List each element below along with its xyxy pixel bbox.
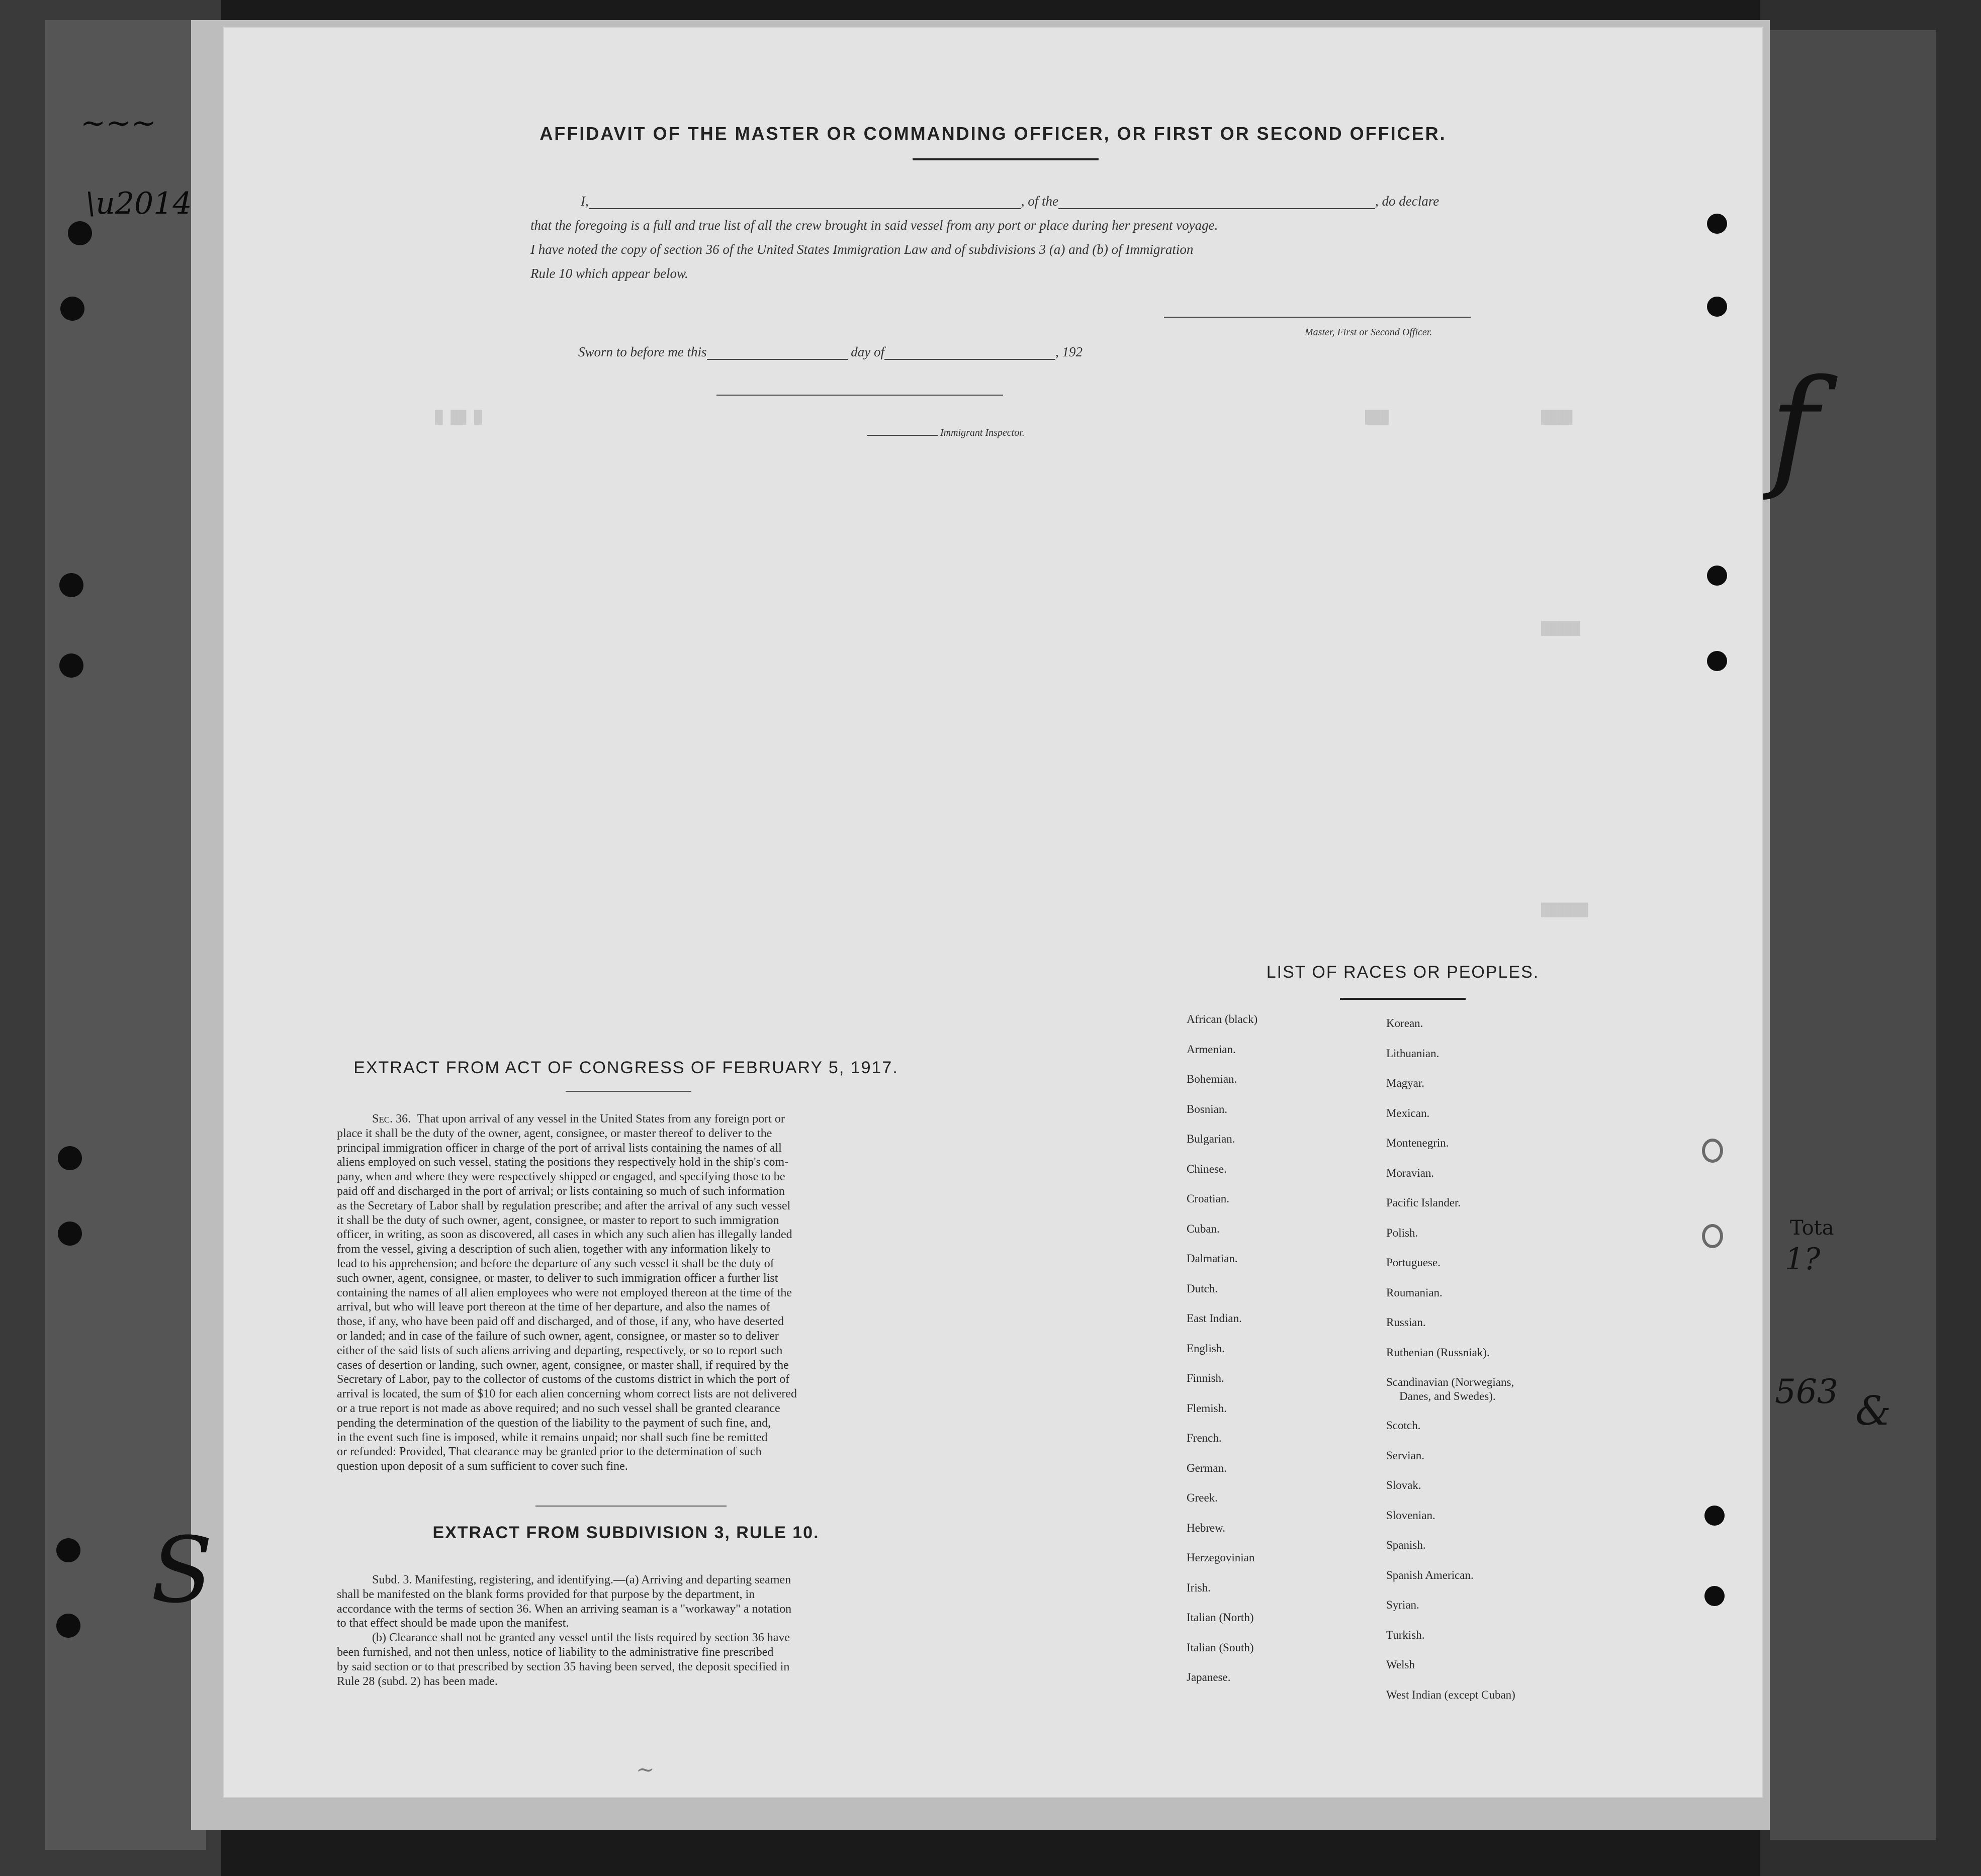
body-line bbox=[337, 1112, 925, 1127]
section-label: Sec. 36. bbox=[372, 1112, 411, 1125]
body-line: lead to his apprehension; and before the departure of any such vessel it shall be the duty of bbox=[337, 1257, 774, 1270]
name-blank-field[interactable] bbox=[589, 196, 1021, 209]
races-right-column bbox=[1386, 1017, 1515, 1718]
margin-note: 563 bbox=[1775, 1372, 1838, 1411]
race-item: Bulgarian. bbox=[1187, 1133, 1235, 1145]
race-item: French. bbox=[1187, 1432, 1222, 1444]
body-line: paid off and discharged in the port of arrival; or lists containing so much of such information bbox=[337, 1184, 785, 1198]
bleed-through-text: █████ bbox=[1541, 621, 1581, 636]
race-item: Servian. bbox=[1386, 1449, 1425, 1462]
race-item: Bosnian. bbox=[1187, 1102, 1228, 1115]
sworn-month-blank[interactable] bbox=[884, 347, 1055, 360]
race-item: Russian. bbox=[1386, 1316, 1426, 1329]
race-item: Scotch. bbox=[1386, 1419, 1421, 1432]
inspector-signature-line bbox=[716, 395, 1003, 396]
race-item: East Indian. bbox=[1187, 1312, 1242, 1325]
races-left-column bbox=[1187, 1013, 1257, 1701]
body-line: question upon deposit of a sum sufficient to cover such fine. bbox=[337, 1460, 628, 1473]
body-line: shall be manifested on the blank forms provided for that purpose by the department, in bbox=[337, 1587, 755, 1601]
affidavit-line-2: that the foregoing is a full and true list of all the crew brought in said vessel from any port or place during her present voyage. bbox=[530, 218, 1218, 233]
margin-note: Tota bbox=[1790, 1216, 1834, 1240]
race-item: Montenegrin. bbox=[1386, 1137, 1449, 1149]
race-item: Dutch. bbox=[1187, 1282, 1218, 1295]
race-item: Ruthenian (Russniak). bbox=[1386, 1346, 1490, 1359]
punch-hole bbox=[56, 1538, 80, 1562]
underlying-sheet-right bbox=[1770, 30, 1936, 1840]
race-item: Spanish American. bbox=[1386, 1568, 1474, 1581]
body-line: pany, when and where they were respectively shipped or engaged, and specifying those to be bbox=[337, 1170, 785, 1184]
punch-hole bbox=[59, 573, 83, 597]
race-item: Armenian. bbox=[1187, 1043, 1236, 1056]
affidavit-line-1 bbox=[581, 194, 1439, 209]
race-item: Danes, and Swedes). bbox=[1399, 1390, 1496, 1402]
bleed-through-text: █ ██ █ bbox=[435, 410, 482, 425]
punch-hole bbox=[1704, 1506, 1725, 1526]
body-line-text: That upon arrival of any vessel in the United States from any foreign port or bbox=[417, 1112, 785, 1125]
body-line: place it shall be the duty of the owner, agent, consignee, or master thereof to deliver to the bbox=[337, 1127, 772, 1140]
race-item: Korean. bbox=[1386, 1017, 1423, 1029]
punch-hole bbox=[56, 1614, 80, 1638]
body-line: containing the names of all alien employees who were not employed thereon at the time of the bbox=[337, 1286, 792, 1299]
race-item: Lithuanian. bbox=[1386, 1047, 1439, 1060]
body-line: Secretary of Labor, pay to the collector of customs of the customs district in which the port of bbox=[337, 1373, 790, 1386]
punch-hole bbox=[1707, 214, 1727, 234]
punch-hole bbox=[68, 221, 92, 245]
bleed-through-text: ███ bbox=[1365, 410, 1389, 425]
handwriting-mark: \u2014 bbox=[85, 186, 192, 221]
inspector-caption: Immigrant Inspector. bbox=[940, 427, 1025, 438]
race-item: Slovenian. bbox=[1386, 1509, 1435, 1522]
section-rule bbox=[566, 1091, 691, 1092]
race-item: Herzegovinian bbox=[1187, 1551, 1255, 1564]
affidavit-line1-mid: , of the bbox=[1021, 194, 1058, 209]
race-item: Roumanian. bbox=[1386, 1286, 1443, 1299]
race-item: Bohemian. bbox=[1187, 1073, 1237, 1085]
manifest-page bbox=[224, 28, 1762, 1797]
punch-hole bbox=[1704, 1586, 1725, 1606]
body-line: to that effect should be made upon the manifest. bbox=[337, 1617, 569, 1630]
sworn-end: , 192 bbox=[1055, 344, 1083, 359]
punch-hole bbox=[59, 653, 83, 678]
sworn-line bbox=[578, 344, 1083, 360]
punch-hole bbox=[1702, 1139, 1723, 1163]
race-item: Finnish. bbox=[1187, 1372, 1224, 1384]
body-line: those, if any, who have been paid off and discharged, and of those, if any, who have deserted bbox=[337, 1315, 784, 1329]
body-line: arrival, but who will leave port thereon at the time of her departure, and also the names of bbox=[337, 1300, 770, 1314]
race-item: Dalmatian. bbox=[1187, 1252, 1238, 1265]
body-line: or refunded: Provided, That clearance may be granted prior to the determination of such bbox=[337, 1445, 762, 1459]
handwriting-mark: S bbox=[151, 1518, 213, 1623]
races-rule bbox=[1340, 998, 1466, 1000]
race-item: Scandinavian (Norwegians, bbox=[1386, 1376, 1514, 1388]
handwriting-mark: ~~~ bbox=[80, 106, 156, 141]
body-line: been furnished, and not then unless, notice of liability to the administrative fine prescribed bbox=[337, 1645, 774, 1659]
race-item: English. bbox=[1187, 1342, 1225, 1355]
body-line: as the Secretary of Labor shall by regulation prescribe; and after the arrival of any such vessel bbox=[337, 1199, 791, 1212]
sworn-start: Sworn to before me this bbox=[578, 344, 707, 359]
margin-note: 1? bbox=[1785, 1242, 1821, 1277]
race-item: Flemish. bbox=[1187, 1401, 1227, 1415]
punch-hole bbox=[1707, 297, 1727, 317]
punch-hole bbox=[1707, 651, 1727, 671]
race-item: Syrian. bbox=[1386, 1599, 1419, 1611]
body-line: Subd. 3. Manifesting, registering, and identifying.—(a) Arriving and departing seamen bbox=[372, 1573, 791, 1586]
race-item: Cuban. bbox=[1187, 1222, 1220, 1235]
signature-line bbox=[1164, 317, 1471, 318]
body-line: cases of desertion or landing, such owner, agent, consignee, or master shall, if required by the bbox=[337, 1358, 789, 1372]
punch-hole bbox=[60, 297, 84, 321]
race-item: West Indian (except Cuban) bbox=[1386, 1688, 1515, 1701]
race-item: Polish. bbox=[1386, 1226, 1418, 1239]
race-item: Italian (South) bbox=[1187, 1641, 1254, 1654]
affidavit-line-3: I have noted the copy of section 36 of the United States Immigration Law and of subdivisions 3 (a) and (b) of Immigration bbox=[530, 242, 1194, 257]
race-item: African (black) bbox=[1187, 1013, 1258, 1025]
bleed-through-text: ██████ bbox=[1541, 902, 1588, 917]
body-line: in the event such fine is imposed, while it remains unpaid; nor shall such fine be remitted bbox=[337, 1431, 768, 1444]
race-item: Croatian. bbox=[1187, 1192, 1229, 1205]
race-item: Welsh bbox=[1386, 1658, 1415, 1671]
race-item: Spanish. bbox=[1386, 1539, 1426, 1551]
affidavit-line1-end: , do declare bbox=[1375, 194, 1439, 209]
race-item: Japanese. bbox=[1187, 1671, 1231, 1683]
title-rule bbox=[913, 158, 1099, 160]
body-line: or landed; and in case of the failure of such owner, agent, consignee, or master so to deliver bbox=[337, 1329, 779, 1343]
sworn-mid: day of bbox=[851, 344, 884, 359]
affidavit-line1-start: I, bbox=[581, 194, 589, 209]
race-item: Greek. bbox=[1187, 1491, 1218, 1504]
body-line: (b) Clearance shall not be granted any vessel until the lists required by section 36 have bbox=[372, 1631, 790, 1645]
race-item: Chinese. bbox=[1187, 1162, 1227, 1175]
body-line: accordance with the terms of section 36. When an arriving seaman is a "workaway" a notation bbox=[337, 1602, 792, 1616]
punch-hole bbox=[1707, 566, 1727, 586]
section-rule bbox=[535, 1506, 727, 1507]
body-line: by said section or to that prescribed by section 35 having been served, the deposit specified in bbox=[337, 1660, 790, 1673]
sworn-day-blank[interactable] bbox=[707, 347, 848, 360]
race-item: Pacific Islander. bbox=[1386, 1196, 1461, 1209]
body-line: pending the determination of the question of the liability to the payment of such fine, and, bbox=[337, 1416, 771, 1430]
races-title: LIST OF RACES OR PEOPLES. bbox=[1266, 963, 1540, 982]
signature-caption: Master, First or Second Officer. bbox=[1305, 327, 1432, 338]
inspector-short-line bbox=[867, 435, 938, 436]
body-line: either of the said lists of such aliens arriving and departing, respectively, or so to report such bbox=[337, 1344, 783, 1357]
body-line: Rule 28 (subd. 2) has been made. bbox=[337, 1674, 498, 1688]
affidavit-title: AFFIDAVIT OF THE MASTER OR COMMANDING OFFICER, OR FIRST OR SECOND OFFICER. bbox=[539, 123, 1447, 144]
affidavit-line-4: Rule 10 which appear below. bbox=[530, 266, 688, 281]
race-item: Irish. bbox=[1187, 1581, 1211, 1594]
punch-hole bbox=[1702, 1224, 1723, 1248]
body-line: such owner, agent, consignee, or master, to deliver to such immigration officer a further list bbox=[337, 1271, 778, 1285]
body-line: officer, in writing, as soon as discovered, all cases in which any such alien has illegally landed bbox=[337, 1228, 792, 1242]
handwriting-mark: & bbox=[1855, 1387, 1892, 1434]
race-item: Turkish. bbox=[1386, 1628, 1425, 1641]
handwriting-mark: f bbox=[1770, 352, 1819, 504]
race-item: Italian (North) bbox=[1187, 1611, 1254, 1624]
race-item: Hebrew. bbox=[1187, 1521, 1226, 1534]
extract-act-body bbox=[337, 1112, 925, 1474]
body-line: or a true report is not made as above required; and no such vessel shall be granted clearance bbox=[337, 1401, 780, 1415]
extract-rule-body bbox=[337, 1573, 925, 1689]
extract-act-title: EXTRACT FROM ACT OF CONGRESS OF FEBRUARY 5, 1917. bbox=[353, 1058, 898, 1077]
pencil-mark: ~ bbox=[636, 1757, 655, 1783]
body-line: arrival is located, the sum of $10 for each alien concerning whom correct lists are not delivered bbox=[337, 1387, 797, 1401]
race-item: Portuguese. bbox=[1386, 1256, 1440, 1269]
body-line: from the vessel, giving a description of such alien, together with any information likely to bbox=[337, 1243, 771, 1256]
race-item: Slovak. bbox=[1386, 1479, 1421, 1491]
race-item: German. bbox=[1187, 1461, 1227, 1474]
race-item: Mexican. bbox=[1386, 1106, 1430, 1119]
vessel-blank-field[interactable] bbox=[1058, 196, 1375, 209]
body-line: it shall be the duty of such owner, agent, consignee, or master to report to such immigration bbox=[337, 1213, 779, 1227]
race-item: Moravian. bbox=[1386, 1166, 1434, 1179]
body-line: principal immigration officer in charge of the port of arrival lists containing the names of all bbox=[337, 1141, 782, 1155]
punch-hole bbox=[58, 1146, 82, 1170]
punch-hole bbox=[58, 1222, 82, 1246]
extract-rule-title: EXTRACT FROM SUBDIVISION 3, RULE 10. bbox=[432, 1523, 820, 1542]
bleed-through-text: ████ bbox=[1541, 410, 1573, 425]
race-item: Magyar. bbox=[1386, 1077, 1425, 1089]
body-line: aliens employed on such vessel, stating the positions they respectively hold in the ship's com- bbox=[337, 1156, 789, 1169]
